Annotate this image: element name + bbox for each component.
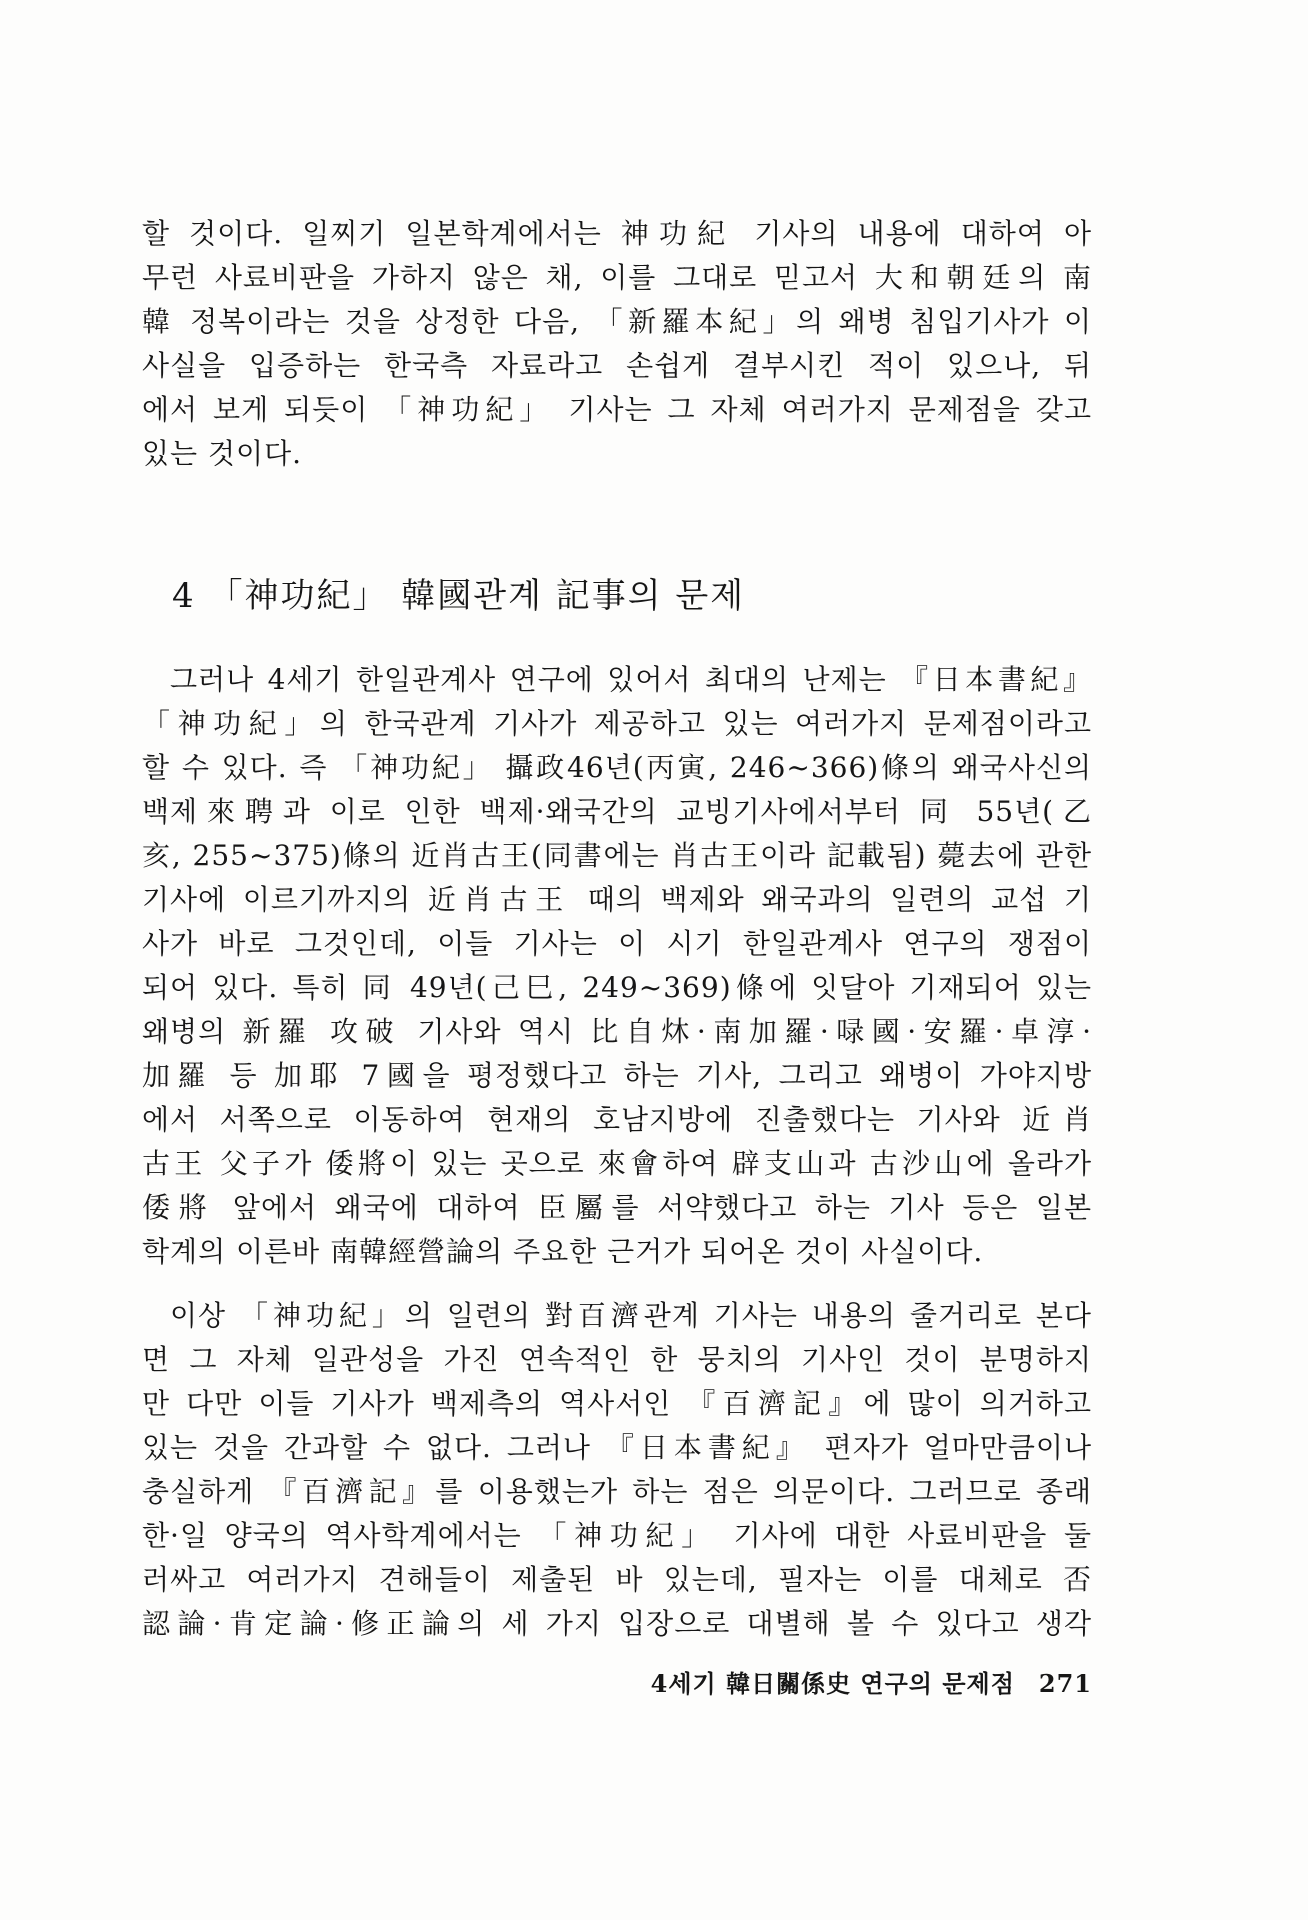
text-line: 기사에 이르기까지의 近肖古王 때의 백제와 왜국과의 일련의 교섭 기 [142, 883, 1092, 916]
text-line: 「神功紀」의 한국관계 기사가 제공하고 있는 여러가지 문제점이라고 [142, 707, 1092, 740]
running-title: 4세기 韓日關係史 연구의 문제점 [650, 1669, 1015, 1698]
text-line: 사가 바로 그것인데, 이들 기사는 이 시기 한일관계사 연구의 쟁점이 [142, 927, 1092, 960]
text-line: 에서 보게 되듯이 「神功紀」 기사는 그 자체 여러가지 문제점을 갖고 [142, 393, 1092, 426]
text-line: 加羅 등 加耶 7國을 평정했다고 하는 기사, 그리고 왜병이 가야지방 [142, 1059, 1092, 1092]
text-line: 에서 서쪽으로 이동하여 현재의 호남지방에 진출했다는 기사와 近肖 [142, 1103, 1092, 1136]
text-line: 古王 父子가 倭將이 있는 곳으로 來會하여 辟支山과 古沙山에 올라가 [142, 1147, 1092, 1180]
paragraph-1 [142, 212, 1092, 476]
text-line: 백제來聘과 이로 인한 백제·왜국간의 교빙기사에서부터 同 55년(乙 [142, 795, 1092, 828]
text-line: 있는 것이다. [142, 437, 303, 470]
text-line: 왜병의 新羅 攻破 기사와 역시 比自炑·南加羅·㖨國·安羅·卓淳· [142, 1015, 1092, 1048]
page-footer [651, 1664, 1092, 1704]
paragraph-3 [142, 1294, 1092, 1646]
text-line: 亥, 255~375)條의 近肖古王(同書에는 肖古王이라 記載됨) 薨去에 관한 [142, 839, 1092, 872]
page-number: 271 [1038, 1669, 1092, 1698]
text-line: 충실하게 『百濟記』를 이용했는가 하는 점은 의문이다. 그러므로 종래 [142, 1475, 1092, 1508]
text-line: 사실을 입증하는 한국측 자료라고 손쉽게 결부시킨 적이 있으나, 뒤 [142, 349, 1092, 382]
text-line: 할 것이다. 일찌기 일본학계에서는 神功紀 기사의 내용에 대하여 아 [142, 217, 1092, 250]
text-line: 학계의 이른바 南韓經營論의 주요한 근거가 되어온 것이 사실이다. [142, 1235, 984, 1268]
section-heading: 4 「神功紀」 韓國관계 記事의 문제 [172, 576, 746, 616]
text-line: 韓 정복이라는 것을 상정한 다음, 「新羅本紀」의 왜병 침입기사가 이 [142, 305, 1092, 338]
text-line: 이상 「神功紀」의 일련의 對百濟관계 기사는 내용의 줄거리로 본다 [170, 1299, 1092, 1332]
text-line: 그러나 4세기 한일관계사 연구에 있어서 최대의 난제는 『日本書紀』 [170, 663, 1092, 696]
text-line: 할 수 있다. 즉 「神功紀」 攝政46년(丙寅, 246~366)條의 왜국사신의 [142, 751, 1092, 784]
text-line: 면 그 자체 일관성을 가진 연속적인 한 뭉치의 기사인 것이 분명하지 [142, 1343, 1092, 1376]
text-line: 한·일 양국의 역사학계에서는 「神功紀」 기사에 대한 사료비판을 둘 [142, 1519, 1092, 1552]
text-line: 무런 사료비판을 가하지 않은 채, 이를 그대로 믿고서 大和朝廷의 南 [142, 261, 1092, 294]
text-line: 되어 있다. 특히 同 49년(己巳, 249~369)條에 잇달아 기재되어 있는 [142, 971, 1092, 1004]
text-line: 認論·肯定論·修正論의 세 가지 입장으로 대별해 볼 수 있다고 생각 [142, 1607, 1092, 1640]
text-line: 러싸고 여러가지 견해들이 제출된 바 있는데, 필자는 이를 대체로 否 [142, 1563, 1092, 1596]
paragraph-2 [142, 658, 1092, 1274]
text-line: 만 다만 이들 기사가 백제측의 역사서인 『百濟記』에 많이 의거하고 [142, 1387, 1092, 1420]
text-line: 있는 것을 간과할 수 없다. 그러나 『日本書紀』 편자가 얼마만큼이나 [142, 1431, 1092, 1464]
text-line: 倭將 앞에서 왜국에 대하여 臣屬를 서약했다고 하는 기사 등은 일본 [142, 1191, 1092, 1224]
